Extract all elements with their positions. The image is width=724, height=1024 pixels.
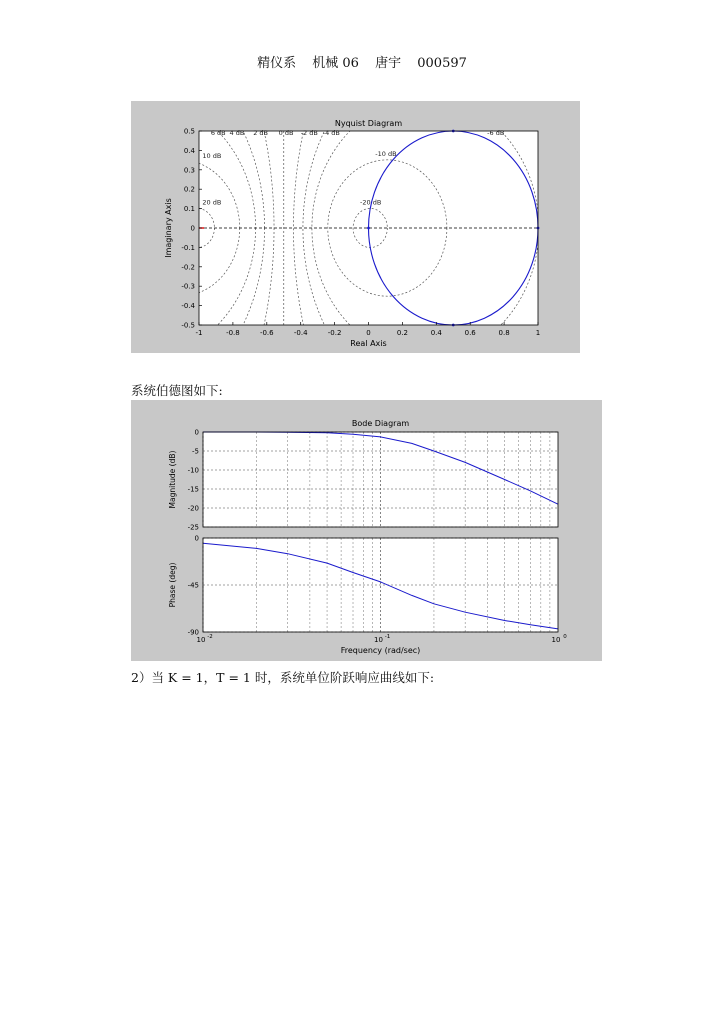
step-caption: 2）当 K = 1，T = 1 时，系统单位阶跃响应曲线如下: [131, 670, 435, 685]
y-tick-label-10: -0.5 [181, 321, 195, 330]
y-tick-label-7: -0.2 [181, 263, 195, 272]
m-circle-label-2: 2 dB [253, 128, 269, 137]
x-axis-label: Real Axis [350, 339, 387, 348]
x-tick-label-7: 0.4 [430, 329, 442, 337]
x-tick-label-9: 0.8 [498, 329, 510, 337]
header-author: 唐宇 [375, 56, 402, 71]
y-tick-label-9: -0.4 [181, 302, 195, 311]
x-tick-label-3: -0.4 [293, 329, 308, 337]
header-class: 机械 06 [312, 56, 359, 71]
x-tick-label-6: 0.2 [396, 329, 408, 337]
m-circle-label-0: 6 dB [210, 128, 226, 137]
x-tick-exp-2: 0 [563, 634, 567, 640]
bode-caption: 系统伯德图如下: [131, 383, 223, 398]
header-student-id: 000597 [417, 56, 467, 71]
x-tick-base-0: 10 [196, 636, 206, 644]
panel-1-y-tick-label-1: -45 [187, 581, 199, 590]
m-circle-label-6: -6 dB [487, 128, 505, 137]
nyquist-chart [131, 101, 580, 353]
m-circle-label-9: 20 dB [202, 198, 222, 207]
x-tick-exp-0: -2 [207, 634, 213, 640]
y-tick-label-3: 0.2 [183, 185, 195, 194]
panel-1-y-axis-label: Phase (deg) [168, 562, 177, 608]
panel-0-y-tick-label-1: -5 [192, 447, 199, 456]
m-circle-label-7: 10 dB [202, 152, 222, 161]
x-tick-base-2: 10 [551, 636, 561, 644]
y-tick-label-8: -0.3 [181, 282, 195, 291]
m-circle-label-10: -20 dB [360, 198, 382, 207]
y-axis-label: Imaginary Axis [164, 198, 173, 258]
y-tick-label-5: 0 [190, 224, 195, 233]
x-tick-label-2: -0.6 [259, 329, 274, 337]
panel-0-y-tick-label-5: -25 [187, 523, 199, 532]
chart-title: Nyquist Diagram [334, 119, 403, 128]
m-circle-label-5: -4 dB [322, 128, 340, 137]
m-circle-label-4: -2 dB [300, 128, 318, 137]
y-tick-label-2: 0.3 [183, 166, 195, 175]
x-tick-label-8: 0.6 [464, 329, 476, 337]
bode-chart [131, 400, 602, 661]
y-tick-label-4: 0.1 [183, 205, 195, 214]
panel-0-y-tick-label-0: 0 [194, 428, 199, 437]
chart-title: Bode Diagram [351, 419, 410, 428]
x-tick-label-1: -0.8 [226, 329, 240, 337]
x-tick-label-5: 0 [366, 329, 371, 337]
header-dept: 精仪系 [257, 56, 297, 71]
panel-1-y-tick-label-2: -90 [187, 628, 199, 637]
panel-1-y-tick-label-0: 0 [194, 534, 199, 543]
panel-0-y-axis-label: Magnitude (dB) [168, 450, 177, 509]
m-circle-label-1: 4 dB [229, 128, 245, 137]
panel-0-y-tick-label-2: -10 [187, 466, 199, 475]
panel-0-y-tick-label-4: -20 [187, 504, 199, 513]
x-tick-exp-1: -1 [384, 634, 391, 640]
page-header [0, 52, 724, 71]
x-axis-label: Frequency (rad/sec) [340, 646, 421, 655]
x-tick-label-0: -1 [195, 329, 203, 337]
bode-figure [131, 400, 602, 661]
y-tick-label-0: 0.5 [183, 127, 195, 136]
nyquist-figure [131, 101, 580, 353]
x-tick-label-10: 1 [535, 329, 541, 337]
y-tick-label-1: 0.4 [183, 146, 195, 155]
m-circle-label-3: 0 dB [278, 128, 294, 137]
m-circle-label-8: -10 dB [375, 150, 397, 159]
panel-0-y-tick-label-3: -15 [187, 485, 199, 494]
nyquist-point-0 [367, 227, 370, 230]
x-tick-label-4: -0.2 [327, 329, 342, 337]
x-tick-base-1: 10 [374, 636, 383, 644]
y-tick-label-6: -0.1 [181, 243, 195, 252]
